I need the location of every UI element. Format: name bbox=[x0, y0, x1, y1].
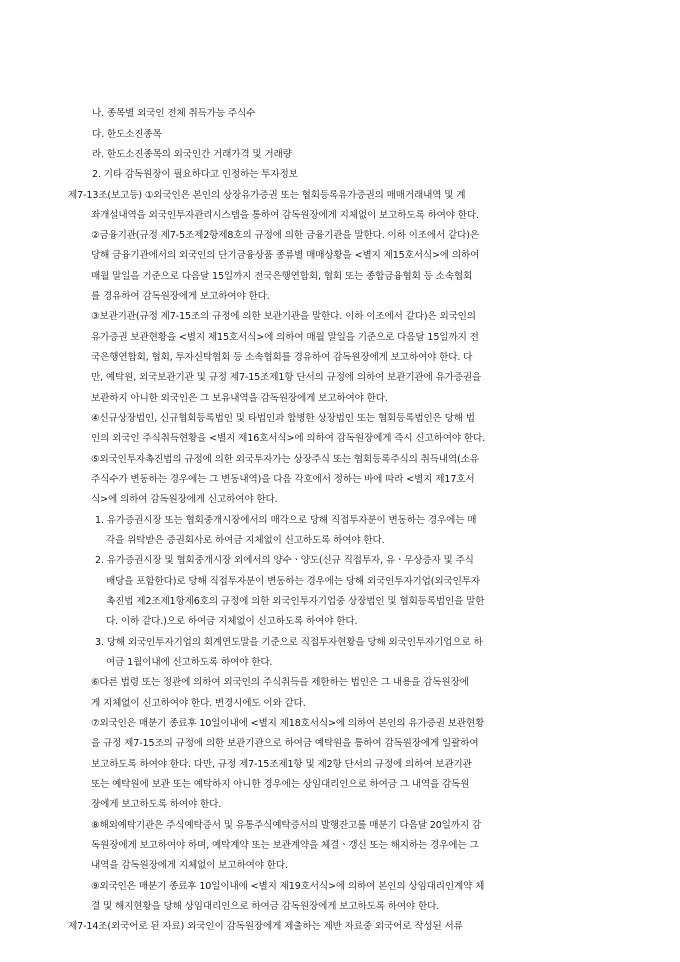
list-item-na: 나. 종목별 외국인 전체 취득가능 주식수 bbox=[92, 108, 256, 119]
text-line: 국은행연합회, 협회, 투자신탁협회 등 소속협회를 경유하여 감독원장에게 보고하여야 한다. 다 bbox=[91, 352, 473, 363]
text-line: 결 및 해지현황을 당해 상임대리인으로 하여금 감독원장에게 보고하도록 하여야 한다. bbox=[91, 901, 440, 912]
subitem-2: 2. 유가증권시장 및 협회중개시장 외에서의 양수ㆍ양도(신규 직접투자, 유ㆍ무상증자 및 주식 bbox=[95, 555, 474, 566]
paragraph-9: ⑨외국인은 매분기 종료후 10일이내에 <별지 제19호서식>에 의하여 본인의 상임대리인계약 체 bbox=[91, 881, 485, 892]
text-line: 좌개설내역을 외국인투자관리시스템을 통하여 감독원장에게 지체없이 보고하도록 하여야 한다. bbox=[91, 210, 479, 221]
text-line: 여금 1월이내에 신고하도록 하여야 한다. bbox=[106, 657, 273, 668]
text-line: 내역을 감독원장에게 지체없이 보고하여야 한다. bbox=[91, 860, 288, 871]
text-line: 촉진법 제2조제1항제6호의 규정에 의한 외국인투자기업중 상장법인 및 협회등록법인을 말한 bbox=[106, 596, 485, 607]
text-line: 식>에 의하여 감독원장에게 신고하여야 한다. bbox=[91, 494, 278, 505]
paragraph-7: ⑦외국인은 매분기 종료후 10일이내에 <별지 제18호서식>에 의하여 본인의 유가증권 보관현황 bbox=[91, 718, 485, 729]
paragraph-8: ⑧해외예탁기관은 주식예탁증서 및 유통주식예탁증서의 발행잔고를 매분기 다음달 20일까지 감 bbox=[91, 820, 482, 831]
list-item-2: 2. 기타 감독원장이 필요하다고 인정하는 투자정보 bbox=[92, 169, 298, 180]
list-item-da: 다. 한도소진종목 bbox=[92, 129, 162, 140]
list-item-ra: 라. 한도소진종목의 외국인간 거래가격 및 거래량 bbox=[92, 149, 292, 160]
text-line: 를 경유하여 감독원장에게 보고하여야 한다. bbox=[91, 291, 270, 302]
subitem-1: 1. 유가증권시장 또는 협회중개시장에서의 매각으로 당해 직접투자분이 변동하는 경우에는 매 bbox=[95, 515, 477, 526]
article-7-13-heading: 제7-13조(보고등) ①외국인은 본인의 상장유가증권 또는 협회등록유가증권의 매매거래내역 및 계 bbox=[68, 190, 466, 201]
text-line: 만, 예탁원, 외국보관기관 및 규정 제7-15조제1항 단서의 규정에 의하여 보관기관에 유가증권을 bbox=[91, 372, 482, 383]
paragraph-3: ③보관기관(규정 제7-15조의 규정에 의한 보관기관을 말한다. 이하 이조에서 같다)은 외국인의 bbox=[91, 311, 476, 322]
paragraph-6: ⑥다른 법령 또는 정관에 의하여 외국인의 주식취득을 제한하는 법인은 그 내용을 감독원장에 bbox=[91, 677, 469, 688]
text-line: 각을 위탁받은 증권회사로 하여금 지체없이 신고하도록 하여야 한다. bbox=[106, 535, 385, 546]
text-line: 유가증권 보관현황을 <별지 제15호서식>에 의하여 매월 말일을 기준으로 다음달 15일까지 전 bbox=[91, 332, 479, 343]
text-line: 배당을 포함한다)로 당해 직접투자분이 변동하는 경우에는 당해 외국인투자기업(외국인투자 bbox=[106, 576, 480, 587]
text-line: 을 규정 제7-15조의 규정에 의한 보관기관으로 하여금 예탁원을 통하여 감독원장에게 일괄하여 bbox=[91, 738, 479, 749]
text-line: 또는 예탁원에 보관 또는 예탁하지 아니한 경우에는 상임대리인으로 하여금 그 내역을 감독원 bbox=[91, 779, 470, 790]
paragraph-2: ②금융기관(규정 제7-5조제2항제8호의 규정에 의한 금융기관을 말한다. 이하 이조에서 같다)은 bbox=[91, 230, 479, 241]
text-line: 매월 말일을 기준으로 다음달 15일까지 전국은행연합회, 협회 또는 종합금융협회 등 소속협회 bbox=[91, 271, 473, 282]
text-line: 인의 외국인 주식취득현황을 <별지 제16호서식>에 의하여 감독원장에게 즉시 신고하여야 한다. bbox=[91, 433, 486, 444]
text-line: 장에게 보고하도록 하여야 한다. bbox=[91, 799, 222, 810]
text-line: 다. 이하 같다.)으로 하여금 지체없이 신고하도록 하여야 한다. bbox=[106, 616, 358, 627]
text-line: 주식수가 변동하는 경우에는 그 변동내역)을 다음 각호에서 정하는 바에 따라 <별지 제17호서 bbox=[91, 474, 475, 485]
paragraph-4: ④신규상장법인, 신규협회등록법인 및 타법인과 합병한 상장법인 또는 협회등록법인은 당해 법 bbox=[91, 413, 475, 424]
text-line: 보관하지 아니한 외국인은 그 보유내역을 감독원장에게 보고하여야 한다. bbox=[91, 393, 388, 404]
text-line: 독원장에게 보고하여야 하며, 예탁계약 또는 보관계약을 체결ㆍ갱신 또는 해지하는 경우에는 그 bbox=[91, 840, 479, 851]
text-line: 보고하도록 하여야 한다. 다만, 규정 제7-15조제1항 및 제2항 단서의 규정에 의하여 보관기관 bbox=[91, 759, 472, 770]
text-line: 게 지체없이 신고하여야 한다. 변경시에도 이와 같다. bbox=[91, 698, 306, 709]
text-line: 당해 금융기관에서의 외국인의 단기금융상품 종류별 매매상황을 <별지 제15호서식>에 의하여 bbox=[91, 250, 480, 261]
subitem-3: 3. 당해 외국인투자기업의 회계연도말을 기준으로 직접투자현황을 당해 외국인투자기업으로 하 bbox=[95, 637, 483, 648]
paragraph-5: ⑤외국인투자촉진법의 규정에 의한 외국투자가는 상장주식 또는 협회등록주식의 취득내역(소유 bbox=[91, 454, 479, 465]
article-7-14-heading: 제7-14조(외국어로 된 자료) 외국인이 감독원장에게 제출하는 제반 자료중 외국어로 작성된 서류 bbox=[68, 921, 463, 932]
